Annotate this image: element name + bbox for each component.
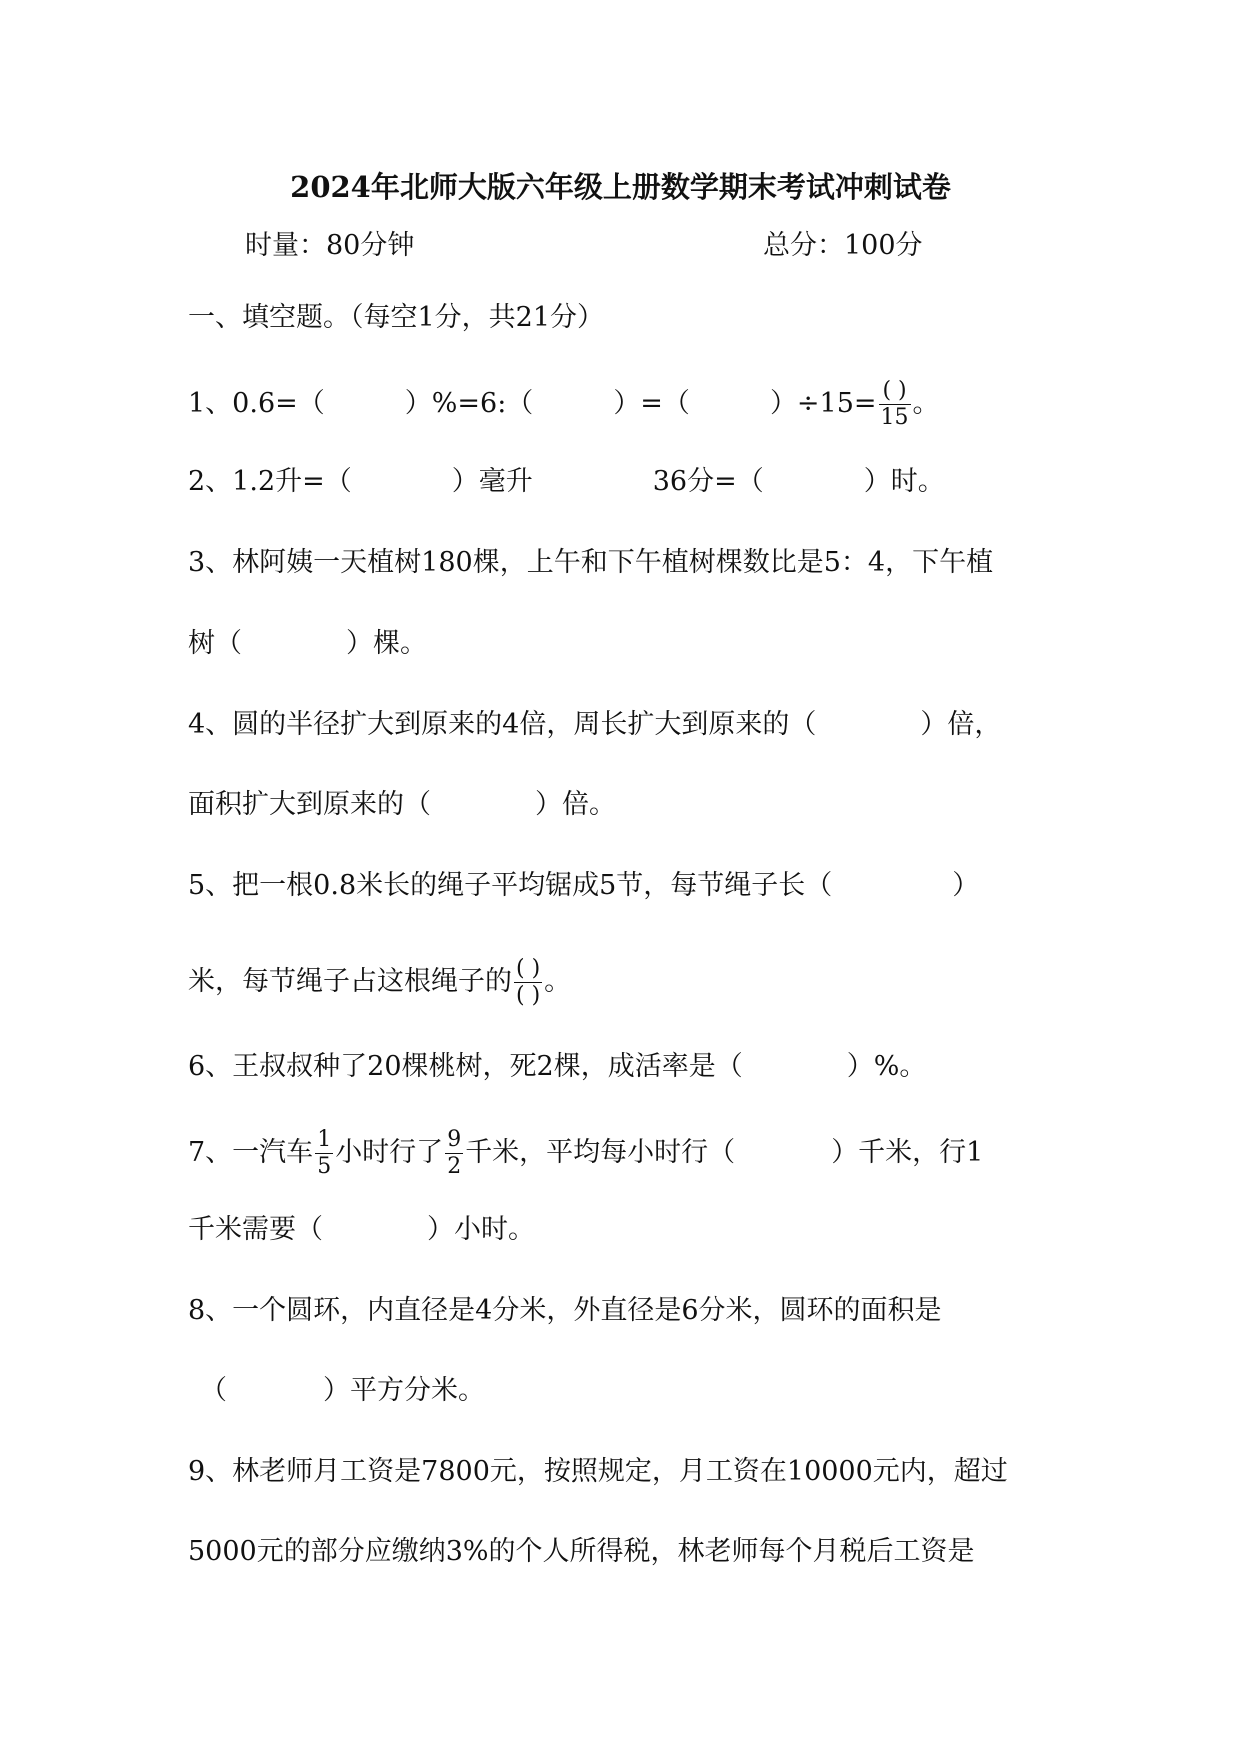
q1-fraction: [879, 378, 911, 431]
q5-text-a: 5、把一根0.8米长的绳子平均锯成5节，每节绳子长（: [188, 870, 833, 901]
q6-text-a: 6、王叔叔种了20棵桃树，死2棵，成活率是（: [188, 1051, 743, 1082]
question-4-line-2: [188, 787, 616, 823]
q7-text-a: 7、一汽车: [188, 1137, 314, 1168]
q7-fraction-1: [315, 1127, 333, 1180]
q2-text-b: ）毫升: [451, 466, 533, 497]
question-7-line-2: [188, 1212, 535, 1248]
question-6: [188, 1049, 926, 1085]
q7-text-d: ）千米，行1: [831, 1137, 984, 1168]
question-3-line-2: [188, 626, 427, 662]
q5-fraction: [514, 956, 542, 1009]
q1-text-b: ）%=6:（: [404, 388, 534, 419]
exam-title: 2024年北师大版六年级上册数学期末考试冲刺试卷: [290, 170, 951, 204]
q2-text-c: 36分=（: [652, 466, 764, 497]
q5-fraction-numerator: ( ): [516, 956, 541, 981]
q1-fraction-denominator: 15: [880, 405, 909, 430]
question-9-line-1: 9、林老师月工资是7800元，按照规定，月工资在10000元内，超过: [188, 1456, 1008, 1487]
q5-fraction-denominator: ( ): [516, 983, 541, 1008]
question-1: [188, 378, 940, 431]
q7-fraction-2: [445, 1127, 463, 1180]
question-4-line-1: [188, 707, 1001, 743]
question-3-line-1: 3、林阿姨一天植树180棵，上午和下午植树棵数比是5：4，下午植: [188, 547, 994, 578]
q7-fraction-1-denominator: 5: [317, 1154, 332, 1179]
question-8-line-1: 8、一个圆环，内直径是4分米，外直径是6分米，圆环的面积是: [188, 1295, 942, 1326]
total-score: 总分：100分: [763, 230, 923, 261]
q8-text-a: （: [200, 1375, 227, 1406]
q3-text-b: ）棵。: [346, 628, 427, 659]
question-2: [188, 464, 945, 500]
q4-text-c: 面积扩大到原来的（: [188, 789, 431, 820]
q1-text-end: 。: [912, 388, 940, 419]
q8-text-b: ）平方分米。: [323, 1375, 485, 1406]
q4-text-d: ）倍。: [535, 789, 616, 820]
question-9-line-2: 5000元的部分应缴纳3%的个人所得税，林老师每个月税后工资是: [188, 1536, 975, 1567]
q7-fraction-2-denominator: 2: [447, 1154, 462, 1179]
q7-text-e: 千米需要（: [188, 1214, 323, 1245]
question-5-line-1: [188, 868, 979, 904]
q5-text-end: 。: [544, 966, 572, 997]
question-7-line-1: [188, 1127, 983, 1180]
q2-text-d: ）时。: [863, 466, 945, 497]
time-limit: 时量：80分钟: [245, 230, 415, 261]
question-8-line-2: [200, 1373, 485, 1409]
q7-text-f: ）小时。: [427, 1214, 535, 1245]
q1-text-a: 1、0.6=（: [188, 388, 325, 419]
section-heading: 一、填空题。（每空1分，共21分）: [188, 302, 605, 333]
q6-text-b: ）%。: [846, 1051, 927, 1082]
q1-text-c: ）=（: [613, 388, 690, 419]
q7-text-c: 千米，平均每小时行（: [465, 1137, 736, 1168]
q5-text-c: 米，每节绳子占这根绳子的: [188, 966, 512, 997]
q7-text-b: 小时行了: [335, 1137, 444, 1168]
q7-fraction-1-numerator: 1: [317, 1127, 332, 1152]
question-5-line-2: [188, 956, 571, 1009]
q1-fraction-numerator: ( ): [879, 378, 911, 405]
q4-text-a: 4、圆的半径扩大到原来的4倍，周长扩大到原来的（: [188, 709, 817, 740]
q4-text-b: ）倍，: [920, 709, 1002, 740]
q5-text-b: ）: [952, 870, 980, 901]
q7-fraction-2-numerator: 9: [447, 1127, 462, 1152]
q2-text-a: 2、1.2升=（: [188, 466, 352, 497]
q3-text-a: 树（: [188, 628, 242, 659]
q1-text-d: ）÷15=: [769, 388, 877, 419]
